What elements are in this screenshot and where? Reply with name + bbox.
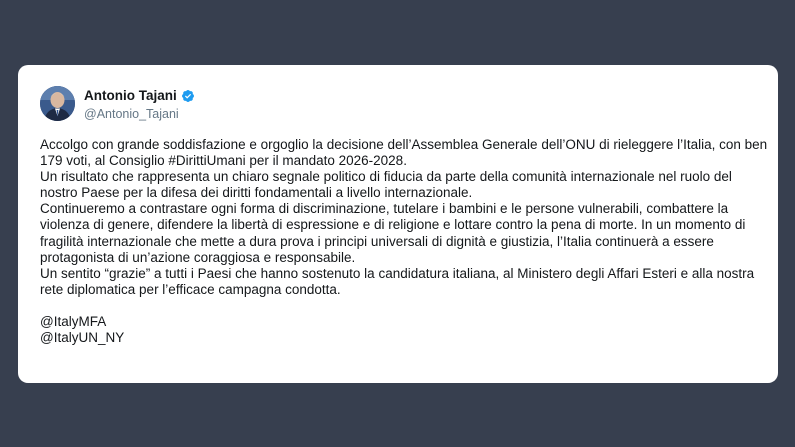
tweet-card xyxy=(18,65,778,383)
verified-badge-icon xyxy=(181,89,195,103)
mention-link[interactable]: @ItalyMFA xyxy=(40,313,107,329)
author-handle[interactable]: @Antonio_Tajani xyxy=(84,107,179,121)
author-name[interactable]: Antonio Tajani xyxy=(84,88,177,103)
tweet-paragraph: Un risultato che rappresenta un chiaro segnale politico di fiducia da parte della comunità internazionale nel ruolo del nostro Paese per la difesa dei diritti fondamentali a livello internazionale. xyxy=(40,169,732,201)
tweet-paragraph: Continueremo a contrastare ogni forma di discriminazione, tutelare i bambini e le persone vulnerabili, combattere la violenza di genere, difendere la libertà di espressione e di religione e lottare contro la pena di morte. In un momento di fragilità internazionale che mette a dura prova i principi universali di dignità e giustizia, l’Italia continuerà a essere protagonista di un’azione coraggiosa e responsabile. xyxy=(40,201,746,265)
author-avatar[interactable] xyxy=(40,86,75,121)
paragraph-spacer xyxy=(40,298,770,314)
author-name-row[interactable] xyxy=(84,88,195,103)
tweet-text xyxy=(40,137,770,346)
tweet-paragraph: Accolgo con grande soddisfazione e orgoglio la decisione dell’Assemblea Generale dell’ONU di rieleggere l’Italia, con ben 179 voti, al Consiglio #DirittiUmani per il mandato 2026-2028. xyxy=(40,137,768,169)
avatar-image xyxy=(40,86,75,121)
mention-link[interactable]: @ItalyUN_NY xyxy=(40,330,125,346)
tweet-paragraph: Un sentito “grazie” a tutti i Paesi che hanno sostenuto la candidatura italiana, al Ministero degli Affari Esteri e alla nostra rete diplomatica per l’efficace campagna condotta. xyxy=(40,265,755,297)
